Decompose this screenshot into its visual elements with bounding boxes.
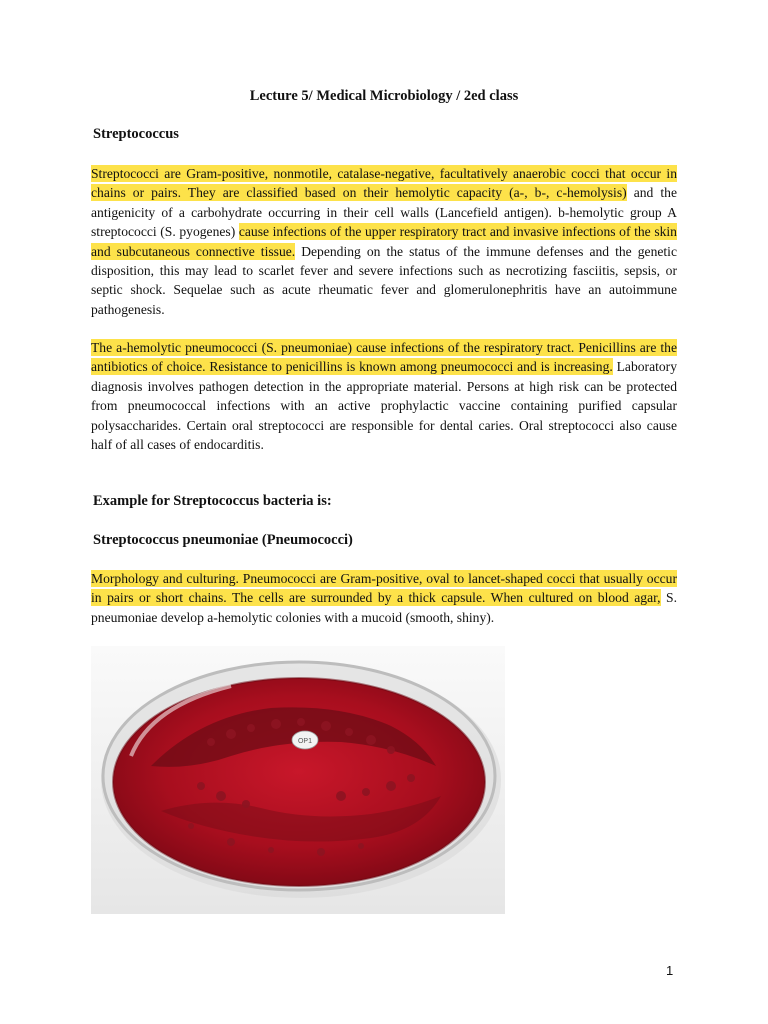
blood-agar-plate-photo bbox=[91, 646, 505, 914]
section-heading-streptococcus: Streptococcus bbox=[93, 126, 179, 142]
petri-dish-illustration bbox=[91, 646, 505, 914]
highlight-infections: cause infections of the upper respiratory tract and invasive infections of the skin and subcutaneous connective tissue. bbox=[91, 224, 677, 259]
highlight-penicillin: The a-hemolytic pneumococci (S. pneumoniae) cause infections of the respiratory tract. Penicillins are the antibiotics of choice. Resistance to penicillins is known among pneumococci and is increasing. bbox=[91, 340, 677, 375]
page-number: 1 bbox=[666, 963, 674, 978]
text-sequelae: Depending on the status of the immune defenses and the genetic disposition, this may lead to scarlet fever and severe infections such as necrotizing fasciitis, sepsis, or septic shock. Sequelae such as acute rheumatic fever and glomerulonephritis have an autoimmune pathogenesis. bbox=[91, 243, 677, 317]
subheading-s-pneumoniae: Streptococcus pneumoniae (Pneumococci) bbox=[93, 532, 353, 548]
paragraph-streptococci-overview bbox=[91, 164, 677, 319]
section-heading-example: Example for Streptococcus bacteria is: bbox=[93, 493, 332, 509]
text-colonies: S. pneumoniae develop a-hemolytic colonies with a mucoid (smooth, shiny). bbox=[91, 590, 678, 625]
page-title: Lecture 5/ Medical Microbiology / 2ed class bbox=[249, 88, 519, 104]
highlight-classification: Streptococci are Gram-positive, nonmotile, catalase-negative, facultatively anaerobic cocci that occur in chains or pairs. They are classified based on their hemolytic capacity (a-, b-, c-hemolysis) bbox=[91, 166, 677, 201]
disc-label: OP1 bbox=[297, 738, 313, 745]
highlight-morphology: Morphology and culturing. Pneumococci are Gram-positive, oval to lancet-shaped cocci that usually occur in pairs or short chains. The cells are surrounded by a thick capsule. When cultured on blood agar, bbox=[91, 571, 677, 606]
paragraph-morphology bbox=[91, 569, 677, 627]
paragraph-pneumococci bbox=[91, 338, 677, 454]
text-diagnosis: Laboratory diagnosis involves pathogen detection in the appropriate material. Persons at high risk can be protected from pneumococcal infections with an active prophylactic vaccine containing purified capsular polysaccharides. Certain oral streptococci are responsible for dental caries. Oral streptococci also cause half of all cases of endocarditis. bbox=[91, 359, 677, 453]
text-lancefield: and the antigenicity of a carbohydrate occurring in their cell walls (Lancefield antigen). b-hemolytic group A streptococci (S. pyogenes) bbox=[91, 185, 677, 240]
